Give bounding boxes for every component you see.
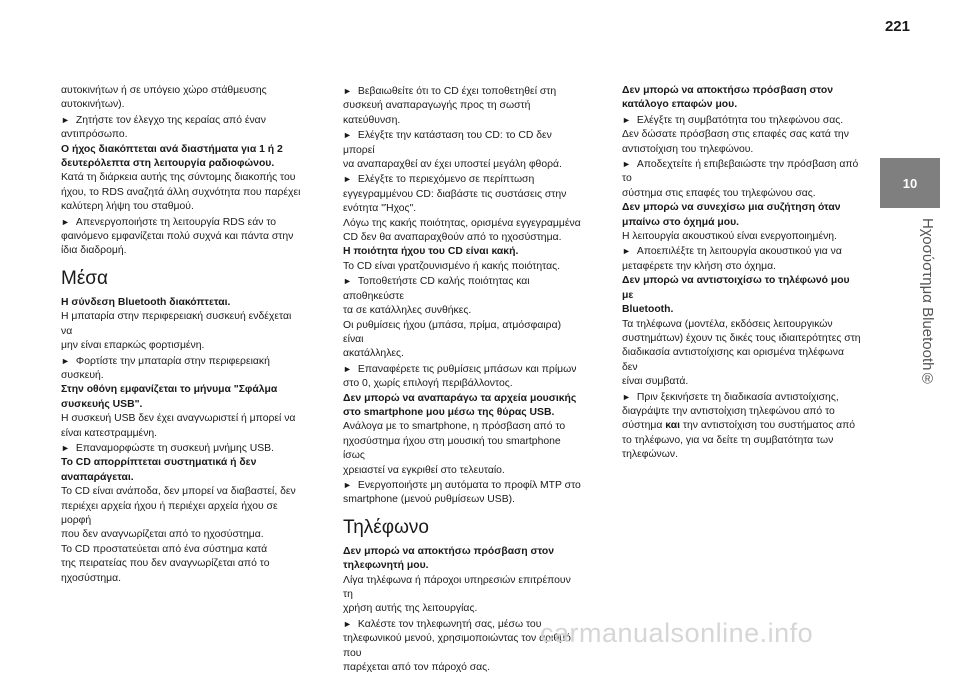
text-line: χρήση αυτής της λειτουργίας. — [343, 603, 478, 615]
bullet-item: ► Απενεργοποιήστε τη λειτουργία RDS εάν το — [61, 215, 301, 230]
text-line: καλύτερη λήψη του σταθμού. — [61, 201, 194, 213]
text-line: ηχοσύστημα. — [61, 572, 122, 584]
question-heading: μπαίνω στο όχημά μου. — [622, 216, 740, 228]
bullet-item: ► Ενεργοποιήστε μη αυτόματα το προφίλ MTP στο — [343, 478, 583, 493]
watermark: carmanualsonline.info — [540, 618, 814, 648]
question-heading: κατάλογο επαφών μου. — [622, 99, 738, 111]
question-heading: Η ποιότητα ήχου του CD είναι κακή. — [343, 246, 519, 258]
text-line: τηλεφώνων. — [622, 449, 678, 461]
text-line: Το CD προστατεύεται από ένα σύστημα κατά — [61, 543, 268, 555]
text-column-1 — [61, 84, 301, 586]
text-line: αυτοκινήτων ή σε υπόγειο χώρο στάθμευσης — [61, 85, 267, 96]
text-line: ήχου, το RDS αναζητά άλλη συχνότητα που παρέχει — [61, 186, 301, 198]
text-line: περιέχει αρχεία ήχου ή περιέχει αρχεία ήχου σε μορφή — [61, 500, 278, 526]
text-line: Ανάλογα με το smartphone, η πρόσβαση από το — [343, 421, 566, 433]
text-line: smartphone (μενού ρυθμίσεων USB). — [343, 494, 515, 506]
text-line: φαινόμενο εμφανίζεται πολύ συχνά και πάντα στην — [61, 231, 294, 243]
text-line: σύστημα στις επαφές του τηλεφώνου σας. — [622, 187, 816, 199]
text-column-2 — [343, 84, 583, 675]
text-line: μην είναι επαρκώς φορτισμένη. — [61, 340, 205, 352]
question-heading: συσκευής USB". — [61, 398, 143, 410]
text-line: της πειρατείας που δεν αναγνωρίζεται από το — [61, 558, 270, 570]
text-line: να αναπαραχθεί αν έχει υποστεί μεγάλη φθορά. — [343, 159, 562, 171]
text-line: που δεν αναγνωρίζεται από το ηχοσύστημα. — [61, 529, 264, 541]
bullet-item: ► Φορτίστε την μπαταρία στην περιφερειακή — [61, 354, 301, 369]
bullet-item: ► Επαναμορφώστε τη συσκευή μνήμης USB. — [61, 441, 301, 456]
text-line: Λίγα τηλέφωνα ή πάροχοι υπηρεσιών επιτρέπουν τη — [343, 574, 571, 600]
section-heading: Μέσα — [61, 267, 109, 289]
text-line: αυτοκινήτων). — [61, 99, 125, 111]
question-heading: Ο ήχος διακόπτεται ανά διαστήματα για 1 ή 2 — [61, 143, 283, 155]
bullet-item: ► Τοποθετήστε CD καλής ποιότητας και αποθηκεύστε — [343, 274, 583, 304]
text-line: μεταφέρετε την κλήση στο όχημα. — [622, 260, 776, 272]
bullet-item: ► Ζητήστε τον έλεγχο της κεραίας από έναν — [61, 113, 301, 128]
question-heading: τηλεφωνητή μου. — [343, 560, 429, 572]
question-heading: αναπαράγεται. — [61, 471, 134, 483]
text-line: CD δεν θα αναπαραχθούν από το ηχοσύστημα. — [343, 232, 562, 244]
bullet-item: ► Βεβαιωθείτε ότι το CD έχει τοποθετηθεί στη — [343, 84, 583, 99]
question-heading: στο smartphone μου μέσω της θύρας USB. — [343, 406, 555, 418]
text-line: ηχοσύστημα ήχου στη μουσική του smartphone ίσως — [343, 435, 561, 462]
text-line: χρειαστεί να εγκριθεί στο τελευταίο. — [343, 464, 505, 476]
chapter-number-tab: 10 — [880, 158, 940, 208]
question-heading: Δεν μπορώ να συνεχίσω μια συζήτηση όταν — [622, 202, 841, 214]
text-line: διαγράψτε την αντιστοίχιση τηλεφώνου από το — [622, 405, 835, 417]
question-heading: Δεν μπορώ να αποκτήσω πρόσβαση στον — [343, 545, 555, 557]
text-line: σύστημα και την αντιστοίχιση του συστήματος από — [622, 420, 856, 432]
text-line: Η μπαταρία στην περιφερειακή συσκευή ενδέχεται να — [61, 311, 292, 337]
text-line: αντιστοίχιση του τηλεφώνου. — [622, 143, 754, 155]
chapter-title: Ηχοσύστημα Bluetooth® — [919, 218, 936, 388]
bullet-item: ► Αποεπιλέξτε τη λειτουργία ακουστικού για να — [622, 244, 862, 259]
bullet-item: ► Αποδεχτείτε ή επιβεβαιώστε την πρόσβαση από το — [622, 157, 862, 187]
question-heading: Το CD απορρίπτεται συστηματικά ή δεν — [61, 457, 257, 469]
text-line: εγγεγραμμένου CD: διαβάστε τις συστάσεις στην — [343, 188, 567, 200]
text-line: διαδικασία αντιστοίχισης και ορισμένα τηλέφωνα δεν — [622, 347, 844, 373]
bullet-item: ► Επαναφέρετε τις ρυθμίσεις μπάσων και πρίμων — [343, 362, 583, 377]
text-line: συσκευή. — [61, 369, 104, 381]
text-column-3 — [622, 84, 862, 463]
text-line: Δεν δώσατε πρόσβαση στις επαφές σας κατά την — [622, 129, 849, 141]
bullet-item: ► Πριν ξεκινήσετε τη διαδικασία αντιστοίχισης, — [622, 390, 862, 405]
text-line: τα σε κατάλληλες συνθήκες. — [343, 305, 472, 317]
text-line: παρέχεται από τον πάροχό σας. — [343, 662, 491, 674]
text-line: Οι ρυθμίσεις ήχου (μπάσα, πρίμα, ατμόσφαιρα) είναι — [343, 319, 562, 345]
text-line: Το CD είναι ανάποδα, δεν μπορεί να διαβαστεί, δεν — [61, 486, 296, 498]
text-line: Το CD είναι γρατζουνισμένο ή κακής ποιότητας. — [343, 260, 561, 272]
text-line: Τα τηλέφωνα (μοντέλα, εκδόσεις λειτουργικών — [622, 318, 833, 330]
text-line: ενότητα "Ήχος". — [343, 203, 417, 215]
question-heading: Η σύνδεση Bluetooth διακόπτεται. — [61, 296, 231, 308]
section-heading: Τηλέφωνο — [343, 516, 429, 538]
bullet-item: ► Ελέγξτε την κατάσταση του CD: το CD δεν μπορεί — [343, 128, 583, 158]
text-line: τηλεφωνικού μενού, χρησιμοποιώντας τον αριθμό που — [343, 633, 571, 659]
question-heading: Δεν μπορώ να αποκτήσω πρόσβαση στον — [622, 85, 834, 96]
question-heading: Δεν μπορώ να αντιστοιχίσω το τηλέφωνό μου με — [622, 275, 850, 301]
bullet-item: ► Καλέστε τον τηλεφωνητή σας, μέσω του — [343, 617, 583, 632]
text-line: Η λειτουργία ακουστικού είναι ενεργοποιημένη. — [622, 231, 837, 243]
question-heading: Στην οθόνη εμφανίζεται το μήνυμα "Σφάλμα — [61, 384, 278, 396]
text-line: ακατάλληλες. — [343, 348, 404, 360]
text-line: Η συσκευή USB δεν έχει αναγνωριστεί ή μπορεί να — [61, 413, 296, 425]
text-line: αντιπρόσωπο. — [61, 129, 128, 141]
page-number: 221 — [884, 18, 910, 35]
question-heading: Δεν μπορώ να αναπαράγω τα αρχεία μουσικής — [343, 392, 577, 404]
bullet-item: ► Ελέγξτε τη συμβατότητα του τηλεφώνου σας. — [622, 113, 862, 128]
text-line: είναι κατεστραμμένη. — [61, 427, 158, 439]
text-line: ίδια διαδρομή. — [61, 245, 127, 257]
text-line: είναι συμβατά. — [622, 376, 689, 388]
text-line: συστημάτων) έχουν τις δικές τους ιδιαιτερότητες στη — [622, 332, 861, 344]
text-line: στο 0, χωρίς επιλογή περιβάλλοντος. — [343, 378, 513, 390]
text-line: συσκευή αναπαραγωγής προς τη σωστή κατεύθυνση. — [343, 100, 531, 126]
bullet-item: ► Ελέγξτε το περιεχόμενο σε περίπτωση — [343, 172, 583, 187]
text-line: το τηλέφωνο, για να δείτε τη συμβατότητα των — [622, 434, 834, 446]
text-line: Κατά τη διάρκεια αυτής της σύντομης διακοπής του — [61, 172, 296, 184]
text-line: Λόγω της κακής ποιότητας, ορισμένα εγγεγραμμένα — [343, 217, 581, 229]
question-heading: δευτερόλεπτα στη λειτουργία ραδιοφώνου. — [61, 158, 275, 170]
question-heading: Bluetooth. — [622, 304, 674, 316]
